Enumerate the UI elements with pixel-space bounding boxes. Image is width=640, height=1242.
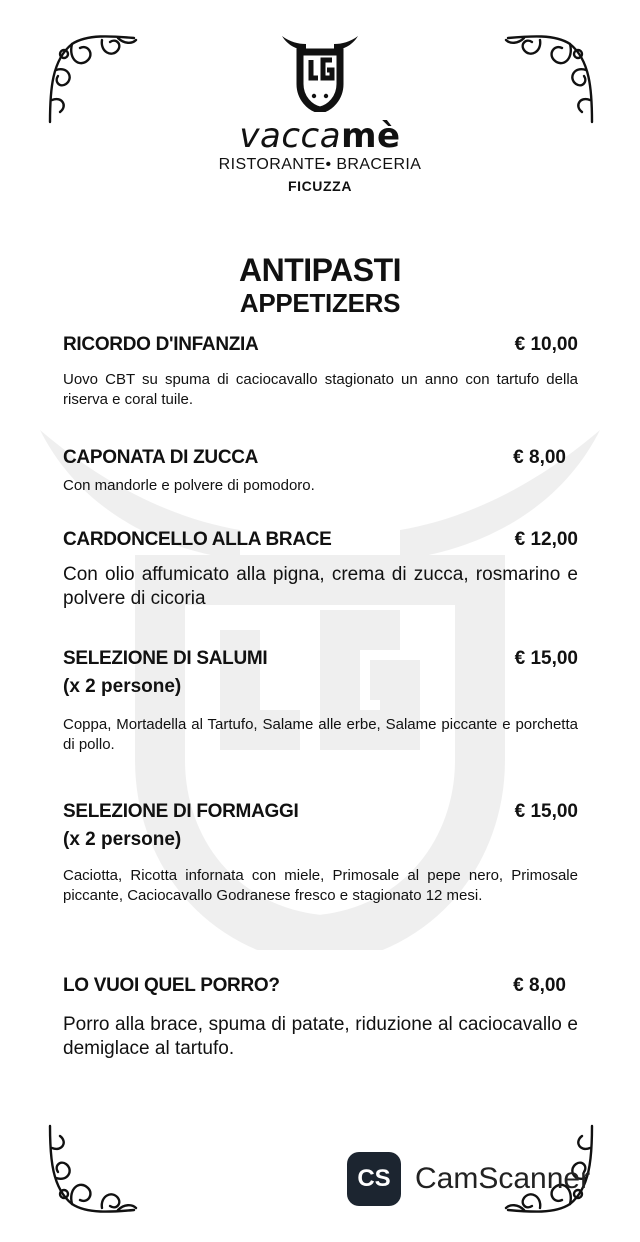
menu-item-description: Caciotta, Ricotta infornata con miele, Primosale al pepe nero, Primosale piccante, Caciocavallo Godranese fresco e stagionato 12 mesi. (63, 867, 578, 904)
menu-item-name: LO VUOI QUEL PORRO? (63, 975, 280, 996)
camscanner-label: CamScanner (415, 1162, 591, 1195)
menu-item-price: € 8,00 (513, 975, 566, 996)
corner-ornament-icon (42, 1118, 142, 1218)
menu-item-name: CARDONCELLO ALLA BRACE (63, 529, 332, 550)
menu-item (63, 528, 578, 611)
menu-item-name: SELEZIONE DI FORMAGGI (63, 801, 299, 822)
menu-item-description: Con mandorle e polvere di pomodoro. (63, 477, 315, 494)
menu-item (63, 333, 578, 410)
menu-item (63, 974, 578, 1061)
menu-item-price: € 12,00 (514, 529, 578, 550)
bull-logo-icon (280, 32, 360, 112)
menu-item-description: Porro alla brace, spuma di patate, riduzione al caciocavallo e demiglace al tartufo. (63, 1014, 578, 1059)
menu-item (63, 647, 578, 755)
menu-item-price: € 15,00 (514, 801, 578, 822)
menu-item-serving: (x 2 persone) (63, 829, 182, 850)
menu-item (63, 800, 578, 906)
camscanner-watermark (347, 1152, 590, 1206)
restaurant-tagline: RISTORANTE• BRACERIA (218, 156, 422, 173)
menu-item-name: RICORDO D'INFANZIA (63, 334, 259, 355)
section-title-english: APPETIZERS (239, 288, 401, 318)
restaurant-location: FICUZZA (287, 178, 353, 194)
menu-item-name: SELEZIONE DI SALUMI (63, 648, 268, 669)
menu-item-serving: (x 2 persone) (63, 676, 182, 697)
menu-item-name: CAPONATA DI ZUCCA (63, 447, 259, 468)
menu-item-description: Uovo CBT su spuma di caciocavallo stagionato un anno con tartufo della riserva e coral tuile. (63, 371, 578, 408)
restaurant-header (0, 32, 640, 194)
menu-section-title (0, 252, 640, 318)
restaurant-name: vaccamè (239, 116, 401, 156)
menu-item-price: € 8,00 (513, 447, 566, 468)
section-title-italian: ANTIPASTI (238, 252, 401, 288)
menu-item-description: Coppa, Mortadella al Tartufo, Salame alle erbe, Salame piccante e porchetta di pollo. (63, 716, 578, 753)
menu-item (63, 446, 578, 496)
menu-item-description: Con olio affumicato alla pigna, crema di zucca, rosmarino e polvere di cicoria (63, 564, 578, 609)
camscanner-logo-icon: CS (347, 1152, 401, 1206)
menu-item-price: € 15,00 (514, 648, 578, 669)
menu-item-price: € 10,00 (514, 334, 578, 355)
